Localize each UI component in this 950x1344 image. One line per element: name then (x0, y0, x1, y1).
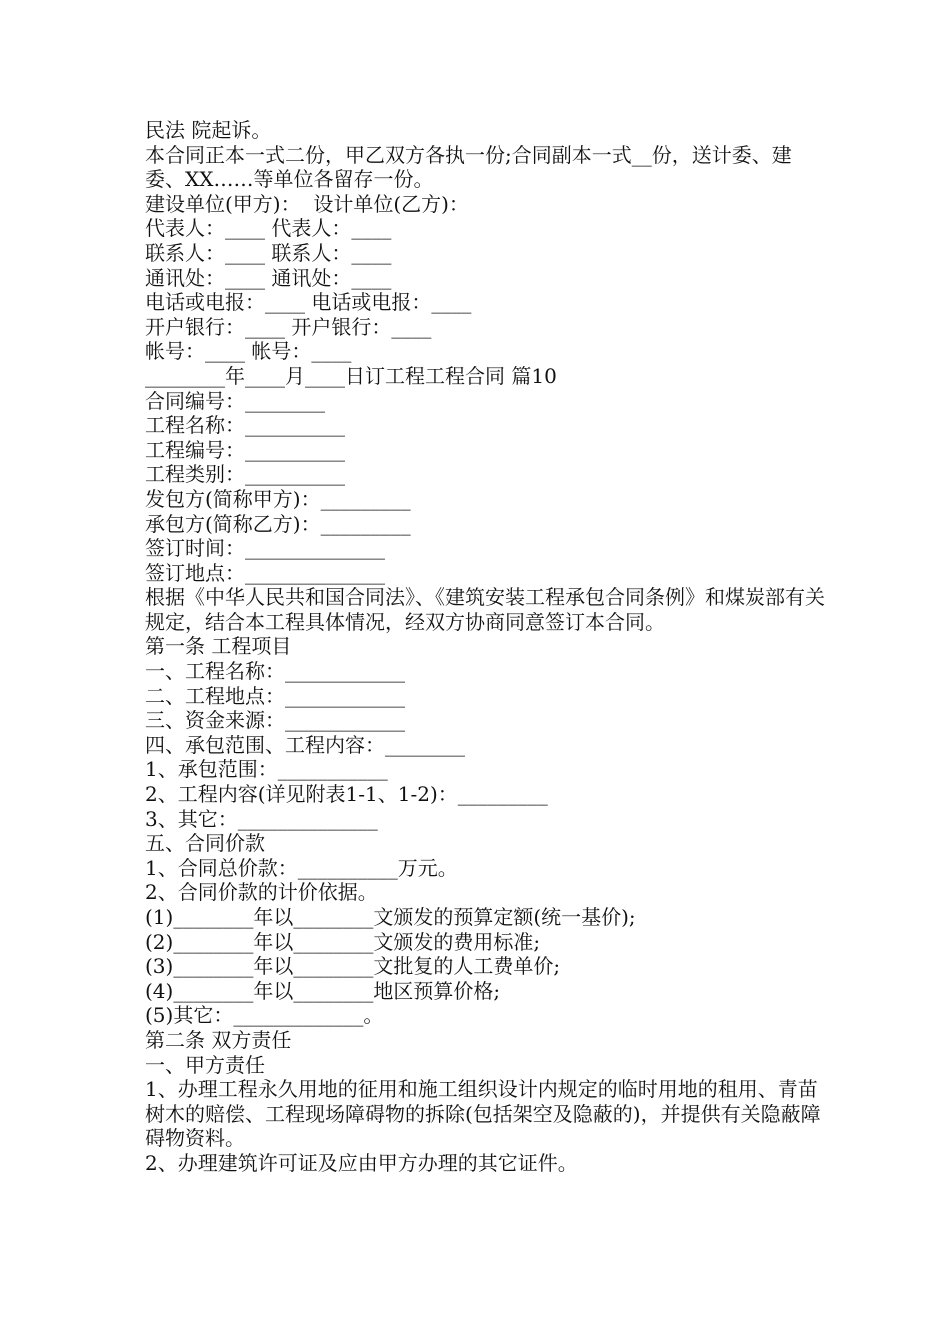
text-line: 四、承包范围、工程内容：________ (145, 732, 465, 757)
text-line: 签订地点：______________ (145, 560, 385, 585)
text-line: 工程类别：__________ (145, 462, 345, 487)
text-line: 一、工程名称：____________ (145, 659, 405, 684)
text-line: (3)________年以________文批复的人工费单价; (145, 954, 561, 979)
text-line: 发包方(简称甲方)：_________ (145, 486, 411, 511)
text-line: (5)其它：_____________。 (145, 1003, 384, 1028)
text-line: 1、承包范围：___________ (145, 757, 388, 782)
text-line: 承包方(简称乙方)：_________ (145, 511, 411, 536)
text-line: 三、资金来源：____________ (145, 708, 405, 733)
paragraph: 根据《中华人民共和国合同法》、《建筑安装工程承包合同条例》和煤炭部有关规定，结合本工程具体情况，经双方协商同意签订本合同。 (145, 585, 825, 634)
text-line: 1、合同总价款：__________万元。 (145, 855, 458, 880)
article-heading: 第一条 工程项目 (145, 634, 292, 659)
text-line: 民法 院起诉。 (145, 118, 272, 142)
text-line: 签订时间：______________ (145, 536, 385, 561)
text-line: 工程名称：__________ (145, 413, 345, 438)
text-line: 工程编号：__________ (145, 437, 345, 462)
text-line: 一、甲方责任 (145, 1052, 265, 1077)
text-line: 3、其它：______________ (145, 806, 378, 831)
text-line: 电话或电报：____ 电话或电报：____ (145, 290, 472, 315)
text-line: 代表人：____ 代表人：____ (145, 216, 392, 241)
text-line: 合同编号：________ (145, 388, 325, 413)
section-title: ________年____月____日订工程工程合同 篇10 (145, 363, 557, 388)
paragraph: 1、办理工程永久用地的征用和施工组织设计内规定的临时用地的租用、青苗树木的赔偿、工程现场障碍物的拆除(包括架空及隐蔽的)，并提供有关隐蔽障碍物资料。 (145, 1077, 821, 1151)
text-line: 2、工程内容(详见附表1-1、1-2)：_________ (145, 782, 548, 807)
text-line: (2)________年以________文颁发的费用标准; (145, 929, 541, 954)
text-line: 五、合同价款 (145, 831, 265, 856)
text-line: 开户银行：____ 开户银行：____ (145, 314, 432, 339)
document-body (145, 118, 825, 1176)
text-line: (1)________年以________文颁发的预算定额(统一基价); (145, 905, 636, 929)
text-line: 联系人：____ 联系人：____ (145, 240, 392, 265)
text-line: 2、合同价款的计价依据。 (145, 880, 378, 905)
text-line: 二、工程地点：____________ (145, 683, 405, 708)
text-line: 建设单位(甲方)： 设计单位(乙方)： (145, 191, 469, 216)
text-line: 通讯处：____ 通讯处：____ (145, 265, 392, 290)
article-heading: 第二条 双方责任 (145, 1027, 292, 1052)
text-line: 帐号：____ 帐号：____ (145, 339, 352, 364)
text-line: 2、办理建筑许可证及应由甲方办理的其它证件。 (145, 1150, 578, 1175)
paragraph: 本合同正本一式二份，甲乙双方各执一份;合同副本一式__份，送计委、建委、XX……等单位各留存一份。 (145, 142, 792, 192)
text-line: (4)________年以________地区预算价格; (145, 978, 501, 1003)
